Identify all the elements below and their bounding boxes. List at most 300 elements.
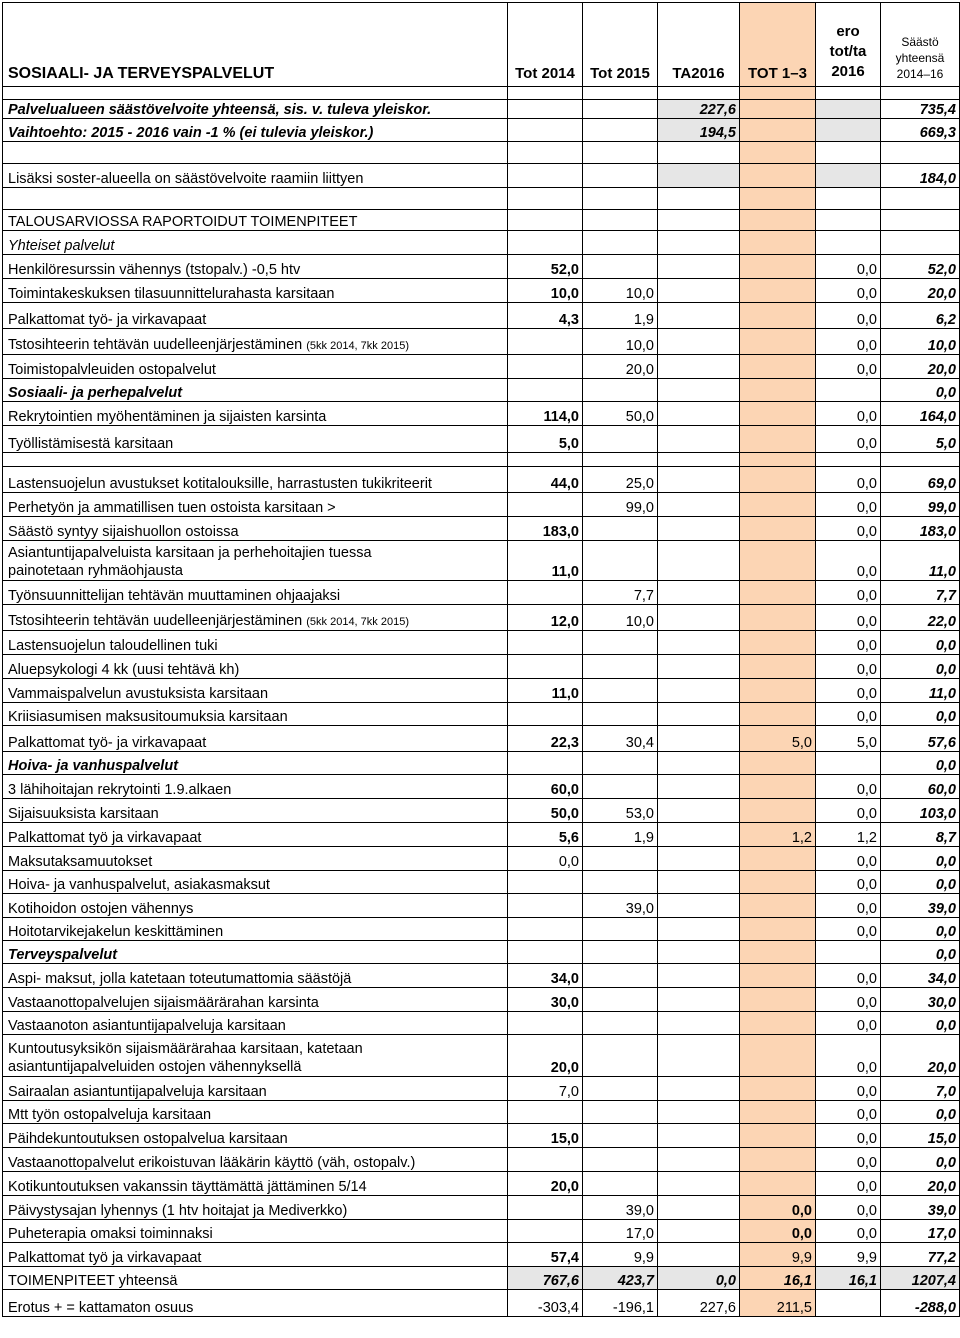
cell-tot2015: 20,0: [583, 355, 658, 379]
row-label: Maksutaksamuutokset: [3, 847, 508, 871]
cell-tot13: [740, 303, 816, 329]
cell-tot2015: 99,0: [583, 493, 658, 517]
cell-tot2014: [508, 355, 583, 379]
table-row: [3, 493, 960, 517]
cell-tot2014: 52,0: [508, 255, 583, 279]
cell-saasto: 39,0: [881, 1196, 960, 1220]
cell-tot2015: 17,0: [583, 1220, 658, 1243]
table-row: [3, 679, 960, 703]
cell-saasto: 8,7: [881, 823, 960, 847]
row-label: Työnsuunnittelijan tehtävän muuttaminen ohjaajaksi: [3, 581, 508, 605]
row-label: Kotikuntoutuksen vakanssin täyttämättä jättäminen 5/14: [3, 1172, 508, 1196]
cell-ero: 1,2: [816, 823, 881, 847]
cell-ta2016: [658, 679, 740, 703]
cell-ero: 0,0: [816, 988, 881, 1012]
cell-ero: 0,0: [816, 467, 881, 493]
row-label: Mtt työn ostopalveluja karsitaan: [3, 1101, 508, 1124]
cell-tot2014: 44,0: [508, 467, 583, 493]
cell-tot2015: [583, 679, 658, 703]
cell-tot13: [740, 1124, 816, 1148]
table-row: [3, 655, 960, 679]
row-label: Hoiva- ja vanhuspalvelut: [3, 752, 508, 775]
cell-tot2014: 30,0: [508, 988, 583, 1012]
row-label: Lastensuojelun avustukset kotitalouksille, harrastusten tukikriteerit: [3, 467, 508, 493]
cell-ta2016: [658, 631, 740, 655]
cell-tot2014: [508, 1148, 583, 1172]
cell-tot2014: [508, 453, 583, 467]
cell-saasto: 30,0: [881, 988, 960, 1012]
row-label: Palkattomat työ ja virkavapaat: [3, 823, 508, 847]
row-label: Vastaanottopalvelujen sijaismäärärahan karsinta: [3, 988, 508, 1012]
cell-tot2014: [508, 941, 583, 964]
cell-ero: 0,0: [816, 426, 881, 453]
cell-tot13: [740, 847, 816, 871]
erotus-saasto: -288,0: [881, 1290, 960, 1317]
cell-tot13: [740, 1172, 816, 1196]
cell-tot13: [740, 941, 816, 964]
cell-ero: [816, 231, 881, 255]
cell-ta2016: [658, 355, 740, 379]
cell-tot2014: 57,4: [508, 1243, 583, 1267]
cell-tot2014: [508, 1012, 583, 1035]
cell-tot2014: [508, 894, 583, 918]
cell-saasto: 0,0: [881, 752, 960, 775]
cell-tot2014: 22,3: [508, 726, 583, 752]
row-note: (5kk 2014, 7kk 2015): [306, 616, 409, 628]
cell-ero: 0,0: [816, 775, 881, 799]
cell-tot2014: [508, 703, 583, 726]
cell-saasto: 57,6: [881, 726, 960, 752]
row-label: Aspi- maksut, jolla katetaan toteutumattomia säästöjä: [3, 964, 508, 988]
cell-tot13: [740, 679, 816, 703]
row-label: Sosiaali- ja perhepalvelut: [3, 379, 508, 402]
cell-tot13: 9,9: [740, 1243, 816, 1267]
row-label: Vammaispalvelun avustuksista karsitaan: [3, 679, 508, 703]
cell-ta2016: [658, 655, 740, 679]
cell-ta2016: [658, 988, 740, 1012]
cell-tot2015: [583, 426, 658, 453]
row-note: (5kk 2014, 7kk 2015): [306, 340, 409, 352]
cell-tot2014: 34,0: [508, 964, 583, 988]
row-label: Tstosihteerin tehtävän uudelleenjärjestäminen (5kk 2014, 7kk 2015): [3, 329, 508, 355]
row-label: Asiantuntijapalveluista karsitaan ja perhehoitajien tuessa painotetaan ryhmäohjausta: [3, 541, 508, 581]
table-row: [3, 581, 960, 605]
cell-saasto: 0,0: [881, 1148, 960, 1172]
cell-ta2016: [658, 493, 740, 517]
row-label: Tstosihteerin tehtävän uudelleenjärjestäminen (5kk 2014, 7kk 2015): [3, 605, 508, 631]
cell-tot13: [740, 871, 816, 894]
cell-saasto: 0,0: [881, 379, 960, 402]
cell-saasto: 20,0: [881, 1035, 960, 1077]
row-label: Sijaisuuksista karsitaan: [3, 799, 508, 823]
cell-saasto: 0,0: [881, 703, 960, 726]
spacer-row: [3, 142, 960, 164]
cell-saasto: 0,0: [881, 1101, 960, 1124]
cell-tot2014: 7,0: [508, 1077, 583, 1101]
table-row: [3, 752, 960, 775]
cell-ta2016: [658, 279, 740, 303]
row-label: Palkattomat työ ja virkavapaat: [3, 1243, 508, 1267]
row-label: Kotihoidon ostojen vähennys: [3, 894, 508, 918]
row-label: [3, 453, 508, 467]
cell-tot2015: 53,0: [583, 799, 658, 823]
cell-ta2016: [658, 1196, 740, 1220]
cell-tot2015: 30,4: [583, 726, 658, 752]
summary-total: 669,3: [881, 119, 960, 142]
cell-tot2014: 50,0: [508, 799, 583, 823]
table-row: [3, 303, 960, 329]
cell-ta2016: [658, 453, 740, 467]
cell-tot2014: [508, 231, 583, 255]
table-row: [3, 1077, 960, 1101]
row-label: Hoiva- ja vanhuspalvelut, asiakasmaksut: [3, 871, 508, 894]
cell-ero: 0,0: [816, 303, 881, 329]
table-row: [3, 1196, 960, 1220]
cell-tot2014: [508, 379, 583, 402]
cell-ero: 0,0: [816, 1035, 881, 1077]
cell-tot13: [740, 402, 816, 426]
savings-table: [2, 2, 960, 1317]
cell-saasto: 22,0: [881, 605, 960, 631]
table-row: [3, 1124, 960, 1148]
cell-ero: 0,0: [816, 581, 881, 605]
table-row: [3, 541, 960, 581]
row-label: Henkilöresurssin vähennys (tstopalv.) -0,5 htv: [3, 255, 508, 279]
cell-ta2016: [658, 799, 740, 823]
cell-tot13: [740, 517, 816, 541]
cell-tot2015: [583, 541, 658, 581]
row-label: Lastensuojelun taloudellinen tuki: [3, 631, 508, 655]
cell-ero: 0,0: [816, 964, 881, 988]
cell-tot2015: [583, 1172, 658, 1196]
cell-tot2014: 11,0: [508, 679, 583, 703]
erotus-tot2014: -303,4: [508, 1290, 583, 1317]
cell-saasto: 7,7: [881, 581, 960, 605]
table-row: [3, 964, 960, 988]
row-label: Työllistämisestä karsitaan: [3, 426, 508, 453]
table-row: [3, 355, 960, 379]
table-row: [3, 799, 960, 823]
row-label: Toimistopalvleuiden ostopalvelut: [3, 355, 508, 379]
table-row: [3, 453, 960, 467]
row-label: Aluepsykologi 4 kk (uusi tehtävä kh): [3, 655, 508, 679]
totals-saasto: 1207,4: [881, 1267, 960, 1290]
summary-row-1: [3, 100, 960, 119]
cell-tot13: [740, 605, 816, 631]
table-row: [3, 379, 960, 402]
cell-ero: [816, 941, 881, 964]
cell-tot13: [740, 964, 816, 988]
cell-tot2015: [583, 1101, 658, 1124]
cell-tot2015: 10,0: [583, 605, 658, 631]
cell-tot2014: 11,0: [508, 541, 583, 581]
summary-ta2016: 194,5: [658, 119, 740, 142]
cell-tot13: 5,0: [740, 726, 816, 752]
cell-ta2016: [658, 847, 740, 871]
totals-ero: 16,1: [816, 1267, 881, 1290]
table-row: [3, 517, 960, 541]
cell-ero: 0,0: [816, 871, 881, 894]
row-label: Yhteiset palvelut: [3, 231, 508, 255]
cell-tot13: [740, 467, 816, 493]
cell-saasto: 99,0: [881, 493, 960, 517]
cell-tot2015: [583, 847, 658, 871]
table-row: [3, 847, 960, 871]
cell-tot2014: [508, 1220, 583, 1243]
cell-ta2016: [658, 918, 740, 941]
cell-tot2014: 0,0: [508, 847, 583, 871]
cell-tot2015: [583, 453, 658, 467]
cell-ta2016: [658, 1012, 740, 1035]
cell-ta2016: [658, 541, 740, 581]
cell-ta2016: [658, 231, 740, 255]
totals-ta2016: 0,0: [658, 1267, 740, 1290]
cell-tot2014: [508, 1101, 583, 1124]
cell-ero: 0,0: [816, 279, 881, 303]
cell-saasto: 20,0: [881, 279, 960, 303]
cell-tot2014: [508, 493, 583, 517]
cell-tot13: [740, 655, 816, 679]
cell-saasto: 5,0: [881, 426, 960, 453]
cell-tot2015: 10,0: [583, 279, 658, 303]
cell-tot2014: 5,0: [508, 426, 583, 453]
cell-ta2016: [658, 823, 740, 847]
row-label: Terveyspalvelut: [3, 941, 508, 964]
cell-saasto: 7,0: [881, 1077, 960, 1101]
cell-ero: 0,0: [816, 1012, 881, 1035]
summary-label: Vaihtoehto: 2015 - 2016 vain -1 % (ei tulevia yleiskor.): [3, 119, 508, 142]
cell-tot2015: [583, 1148, 658, 1172]
cell-tot13: [740, 894, 816, 918]
cell-ero: 0,0: [816, 541, 881, 581]
cell-ero: 0,0: [816, 1124, 881, 1148]
cell-tot2014: [508, 631, 583, 655]
cell-saasto: 17,0: [881, 1220, 960, 1243]
cell-saasto: 52,0: [881, 255, 960, 279]
cell-ero: [816, 453, 881, 467]
summary-total: 184,0: [881, 164, 960, 188]
cell-ero: 0,0: [816, 918, 881, 941]
cell-ta2016: [658, 426, 740, 453]
table-row: [3, 329, 960, 355]
cell-tot2014: 15,0: [508, 1124, 583, 1148]
cell-tot13: [740, 426, 816, 453]
row-label: Kriisiasumisen maksusitoumuksia karsitaan: [3, 703, 508, 726]
cell-saasto: 0,0: [881, 941, 960, 964]
table-row: [3, 1035, 960, 1077]
cell-tot2014: 20,0: [508, 1035, 583, 1077]
cell-tot13: [740, 1077, 816, 1101]
row-label: Vastaanoton asiantuntijapalveluja karsitaan: [3, 1012, 508, 1035]
row-label: Palkattomat työ- ja virkavapaat: [3, 726, 508, 752]
cell-ta2016: [658, 329, 740, 355]
cell-ero: 0,0: [816, 894, 881, 918]
col-header-ero: ero tot/ta 2016: [816, 3, 881, 87]
cell-ta2016: [658, 605, 740, 631]
cell-ta2016: [658, 467, 740, 493]
cell-ta2016: [658, 581, 740, 605]
cell-ta2016: [658, 1077, 740, 1101]
erotus-ta2016: 227,6: [658, 1290, 740, 1317]
row-label: Rekrytointien myöhentäminen ja sijaisten karsinta: [3, 402, 508, 426]
table-row: [3, 255, 960, 279]
table-row: [3, 823, 960, 847]
summary-label: Lisäksi soster-alueella on säästövelvoite raamiin liittyen: [3, 164, 508, 188]
cell-ta2016: [658, 1172, 740, 1196]
totals-tot2014: 767,6: [508, 1267, 583, 1290]
cell-ta2016: [658, 303, 740, 329]
table-row: [3, 918, 960, 941]
cell-tot2015: 39,0: [583, 1196, 658, 1220]
cell-ero: 0,0: [816, 631, 881, 655]
cell-tot2015: 1,9: [583, 303, 658, 329]
cell-ta2016: [658, 1220, 740, 1243]
table-row: [3, 426, 960, 453]
cell-tot13: [740, 493, 816, 517]
summary-row-2: [3, 119, 960, 142]
cell-tot2015: [583, 255, 658, 279]
cell-ero: 0,0: [816, 799, 881, 823]
cell-tot2015: [583, 379, 658, 402]
table-row: [3, 941, 960, 964]
cell-saasto: 0,0: [881, 631, 960, 655]
cell-ero: 9,9: [816, 1243, 881, 1267]
cell-tot2015: [583, 655, 658, 679]
cell-tot2015: 10,0: [583, 329, 658, 355]
cell-tot2014: [508, 655, 583, 679]
cell-tot2015: [583, 1124, 658, 1148]
cell-ero: 0,0: [816, 1148, 881, 1172]
col-header-tot2015: Tot 2015: [583, 3, 658, 87]
cell-tot2014: 5,6: [508, 823, 583, 847]
cell-saasto: 77,2: [881, 1243, 960, 1267]
col-header-ta2016: TA2016: [658, 3, 740, 87]
table-row: [3, 894, 960, 918]
cell-tot2015: [583, 517, 658, 541]
summary-total: 735,4: [881, 100, 960, 119]
cell-tot2015: 25,0: [583, 467, 658, 493]
cell-tot2015: [583, 1035, 658, 1077]
cell-tot13: 1,2: [740, 823, 816, 847]
cell-tot2014: 114,0: [508, 402, 583, 426]
cell-tot2015: 7,7: [583, 581, 658, 605]
cell-saasto: 39,0: [881, 894, 960, 918]
cell-ta2016: [658, 402, 740, 426]
row-label: Puheterapia omaksi toiminnaksi: [3, 1220, 508, 1243]
cell-tot2015: 39,0: [583, 894, 658, 918]
page-title: SOSIAALI- JA TERVEYSPALVELUT: [3, 3, 508, 87]
col-header-tot13: TOT 1–3: [740, 3, 816, 87]
cell-ero: 0,0: [816, 1220, 881, 1243]
cell-saasto: 0,0: [881, 1012, 960, 1035]
erotus-row: [3, 1290, 960, 1317]
cell-ta2016: [658, 752, 740, 775]
cell-tot2015: [583, 1077, 658, 1101]
cell-tot13: [740, 231, 816, 255]
table-row: [3, 1220, 960, 1243]
totals-label: TOIMENPITEET yhteensä: [3, 1267, 508, 1290]
cell-tot13: [740, 1101, 816, 1124]
cell-tot2014: [508, 752, 583, 775]
cell-ero: [816, 752, 881, 775]
cell-ero: 0,0: [816, 355, 881, 379]
cell-ero: 0,0: [816, 605, 881, 631]
cell-tot13: 0,0: [740, 1196, 816, 1220]
cell-ero: 0,0: [816, 402, 881, 426]
cell-tot2015: [583, 775, 658, 799]
cell-saasto: 20,0: [881, 355, 960, 379]
cell-tot2015: [583, 941, 658, 964]
cell-tot2015: [583, 1012, 658, 1035]
table-row: [3, 703, 960, 726]
row-label: Säästö syntyy sijaishuollon ostoissa: [3, 517, 508, 541]
cell-ta2016: [658, 255, 740, 279]
cell-tot13: [740, 329, 816, 355]
table-row: [3, 1172, 960, 1196]
section-title: TALOUSARVIOSSA RAPORTOIDUT TOIMENPITEET: [3, 210, 508, 231]
cell-tot2015: [583, 871, 658, 894]
cell-tot13: [740, 752, 816, 775]
cell-ero: 0,0: [816, 1077, 881, 1101]
table-row: [3, 279, 960, 303]
cell-ta2016: [658, 775, 740, 799]
cell-tot2015: [583, 231, 658, 255]
cell-tot2015: [583, 964, 658, 988]
cell-ero: 0,0: [816, 1172, 881, 1196]
cell-ta2016: [658, 1035, 740, 1077]
table-row: [3, 402, 960, 426]
cell-tot13: [740, 631, 816, 655]
cell-ero: 5,0: [816, 726, 881, 752]
cell-saasto: 10,0: [881, 329, 960, 355]
cell-tot2014: 10,0: [508, 279, 583, 303]
cell-tot13: [740, 918, 816, 941]
cell-saasto: 183,0: [881, 517, 960, 541]
cell-tot13: [740, 255, 816, 279]
table-row: [3, 988, 960, 1012]
totals-tot2015: 423,7: [583, 1267, 658, 1290]
cell-tot2015: 50,0: [583, 402, 658, 426]
cell-saasto: 164,0: [881, 402, 960, 426]
cell-tot2015: [583, 988, 658, 1012]
cell-tot13: [740, 988, 816, 1012]
cell-ero: 0,0: [816, 255, 881, 279]
cell-tot13: [740, 1012, 816, 1035]
cell-tot13: 0,0: [740, 1220, 816, 1243]
table-row: [3, 467, 960, 493]
cell-ero: 0,0: [816, 493, 881, 517]
header-row: [3, 3, 960, 87]
cell-ta2016: [658, 894, 740, 918]
row-label: Sairaalan asiantuntijapalveluja karsitaan: [3, 1077, 508, 1101]
cell-saasto: 0,0: [881, 847, 960, 871]
cell-tot13: [740, 703, 816, 726]
cell-tot2014: [508, 1196, 583, 1220]
cell-tot2014: [508, 581, 583, 605]
table-row: [3, 231, 960, 255]
cell-tot2015: [583, 752, 658, 775]
cell-tot2015: [583, 631, 658, 655]
cell-tot2014: [508, 871, 583, 894]
erotus-tot13: 211,5: [740, 1290, 816, 1317]
cell-saasto: 0,0: [881, 918, 960, 941]
cell-ta2016: [658, 964, 740, 988]
row-label: Päihdekuntoutuksen ostopalvelua karsitaan: [3, 1124, 508, 1148]
cell-ero: 0,0: [816, 679, 881, 703]
cell-tot2015: [583, 703, 658, 726]
cell-ero: 0,0: [816, 655, 881, 679]
cell-ero: 0,0: [816, 329, 881, 355]
